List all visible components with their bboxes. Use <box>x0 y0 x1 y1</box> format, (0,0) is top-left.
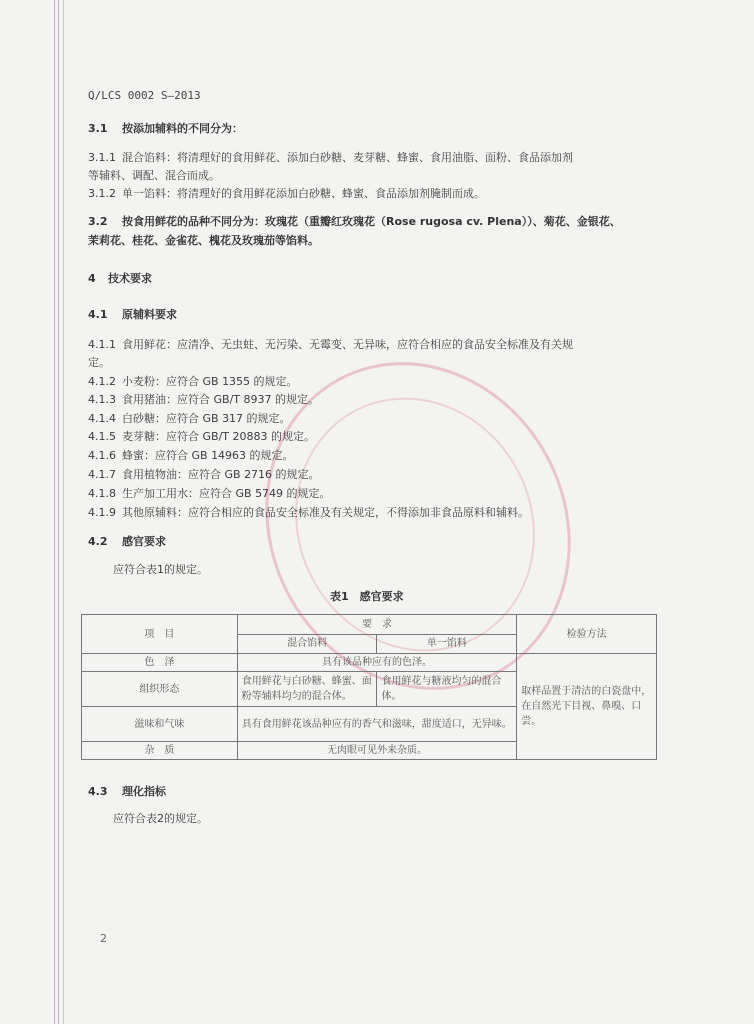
section-3-1-2: 3.1.2 单一馅料：将清理好的食用鲜花添加白砂糖、蜂蜜、食品添加剂腌制而成。 <box>88 187 485 200</box>
table-cell-impurity-requirement: 无肉眼可见外来杂质。 <box>237 742 517 760</box>
section-4-1-2: 4.1.2 小麦粉：应符合 GB 1355 的规定。 <box>88 375 298 388</box>
table-1-caption: 表1 感官要求 <box>330 590 404 603</box>
section-4-1-1: 4.1.1 食用鲜花：应清净、无虫蛀、无污染、无霉变、无异味，应符合相应的食品安全标准及有关规 <box>88 338 573 351</box>
section-4-1-4: 4.1.4 白砂糖：应符合 GB 317 的规定。 <box>88 412 291 425</box>
section-4-1-5: 4.1.5 麦芽糖：应符合 GB/T 20883 的规定。 <box>88 430 315 443</box>
section-4-1-1-cont: 定。 <box>88 356 110 369</box>
standard-code: Q/LCS 0002 S—2013 <box>88 89 201 102</box>
section-4-3: 4.3 理化指标 <box>88 785 166 798</box>
table-cell-item-texture: 组织形态 <box>82 672 238 707</box>
table-header-requirement: 要 求 <box>237 615 517 635</box>
table-cell-item-taste: 滋味和气味 <box>82 707 238 742</box>
section-3-1: 3.1 按添加辅料的不同分为： <box>88 122 243 135</box>
table-cell-texture-mixed: 食用鲜花与白砂糖、蜂蜜、面粉等辅料均匀的混合体。 <box>237 672 377 707</box>
section-4-1: 4.1 原辅料要求 <box>88 308 177 321</box>
section-4-1-7: 4.1.7 食用植物油：应符合 GB 2716 的规定。 <box>88 468 320 481</box>
section-4: 4 技术要求 <box>88 272 152 285</box>
table-cell-color-requirement: 具有该品种应有的色泽。 <box>237 654 517 672</box>
section-4-2: 4.2 感官要求 <box>88 535 166 548</box>
section-4-3-body: 应符合表2的规定。 <box>113 812 208 825</box>
margin-line <box>58 0 59 1024</box>
table-cell-taste-requirement: 具有食用鲜花该品种应有的香气和滋味，甜度适口，无异味。 <box>237 707 517 742</box>
table-cell-method: 取样品置于清洁的白瓷盘中，在自然光下目视、鼻嗅、口尝。 <box>517 654 657 760</box>
section-4-2-body: 应符合表1的规定。 <box>113 563 208 576</box>
table-header-item: 项 目 <box>82 615 238 654</box>
table-header-single: 单一馅料 <box>377 634 517 654</box>
table-cell-item-color: 色 泽 <box>82 654 238 672</box>
section-3-2-cont: 茉莉花、桂花、金雀花、槐花及玫瑰茄等馅料。 <box>88 234 319 247</box>
table-cell-item-impurity: 杂 质 <box>82 742 238 760</box>
section-4-1-6: 4.1.6 蜂蜜：应符合 GB 14963 的规定。 <box>88 449 294 462</box>
table-header-mixed: 混合馅料 <box>237 634 377 654</box>
section-4-1-3: 4.1.3 食用猪油：应符合 GB/T 8937 的规定。 <box>88 393 319 406</box>
section-3-1-1-cont: 等辅料、调配、混合而成。 <box>88 169 220 182</box>
table-header-method: 检验方法 <box>517 615 657 654</box>
table-cell-texture-single: 食用鲜花与糖液均匀的混合体。 <box>377 672 517 707</box>
section-3-1-1: 3.1.1 混合馅料：将清理好的食用鲜花、添加白砂糖、麦芽糖、蜂蜜、食用油脂、面粉、食品添加剂 <box>88 151 573 164</box>
margin-line <box>63 0 64 1024</box>
margin-line <box>54 0 55 1024</box>
section-4-1-9: 4.1.9 其他原辅料：应符合相应的食品安全标准及有关规定，不得添加非食品原料和辅料。 <box>88 506 529 519</box>
section-4-1-8: 4.1.8 生产加工用水：应符合 GB 5749 的规定。 <box>88 487 331 500</box>
page-number: 2 <box>100 932 107 945</box>
table-1-sensory-requirements <box>81 614 657 760</box>
section-3-2: 3.2 按食用鲜花的品种不同分为：玫瑰花（重瓣红玫瑰花（Rose rugosa cv. Plena））、菊花、金银花、 <box>88 215 621 228</box>
